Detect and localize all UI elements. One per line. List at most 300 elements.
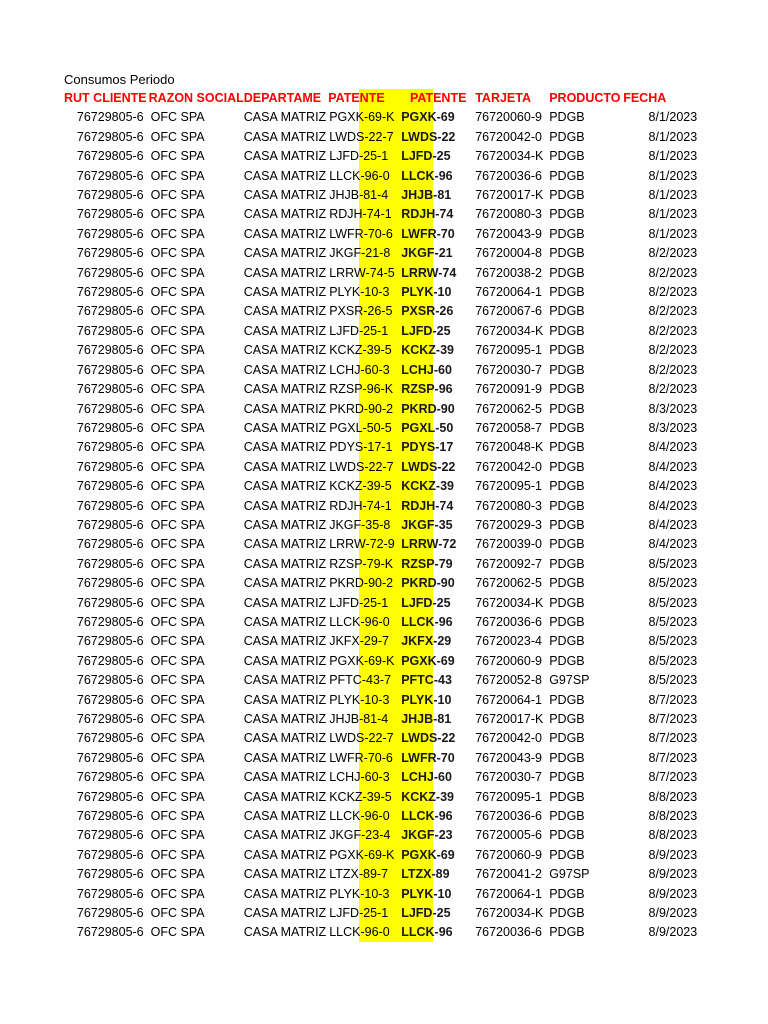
patente-cell[interactable]: LRRW-74-5: [329, 265, 395, 280]
fecha-cell[interactable]: 8/1/2023: [648, 226, 698, 241]
razon-social-cell[interactable]: OFC SPA: [150, 188, 205, 203]
razon-social-cell[interactable]: OFC SPA: [150, 653, 205, 668]
departamento-cell[interactable]: CASA MATRIZ: [243, 323, 327, 338]
razon-social-cell[interactable]: OFC SPA: [150, 246, 205, 261]
departamento-cell[interactable]: CASA MATRIZ: [243, 517, 327, 532]
departamento-cell[interactable]: CASA MATRIZ: [243, 556, 327, 571]
producto-cell[interactable]: PDGB: [549, 750, 585, 765]
producto-cell[interactable]: PDGB: [549, 440, 585, 455]
producto-cell[interactable]: PDGB: [549, 246, 585, 261]
fecha-cell[interactable]: 8/4/2023: [648, 537, 698, 552]
patente-short-cell[interactable]: PGXK-69: [401, 110, 455, 125]
tarjeta-cell[interactable]: 76720080-3: [475, 498, 542, 513]
rut-cell[interactable]: 76729805-6: [76, 925, 144, 940]
patente-cell[interactable]: PDYS-17-1: [329, 440, 393, 455]
patente-short-cell[interactable]: LCHJ-60: [401, 362, 452, 377]
patente-cell[interactable]: LWFR-70-6: [329, 750, 393, 765]
tarjeta-cell[interactable]: 76720034-K: [475, 595, 544, 610]
rut-cell[interactable]: 76729805-6: [76, 246, 144, 261]
patente-cell[interactable]: KCKZ-39-5: [329, 343, 392, 358]
tarjeta-cell[interactable]: 76720023-4: [475, 634, 542, 649]
tarjeta-cell[interactable]: 76720043-9: [475, 226, 542, 241]
rut-cell[interactable]: 76729805-6: [76, 653, 144, 668]
patente-short-cell[interactable]: LWDS-22: [401, 731, 456, 746]
header-patente[interactable]: PATENTE: [328, 91, 385, 105]
razon-social-cell[interactable]: OFC SPA: [150, 789, 205, 804]
patente-short-cell[interactable]: PKRD-90: [401, 401, 455, 416]
departamento-cell[interactable]: CASA MATRIZ: [243, 265, 327, 280]
tarjeta-cell[interactable]: 76720036-6: [475, 168, 542, 183]
patente-short-cell[interactable]: LJFD-25: [401, 595, 451, 610]
departamento-cell[interactable]: CASA MATRIZ: [243, 789, 327, 804]
patente-cell[interactable]: LCHJ-60-3: [329, 362, 390, 377]
tarjeta-cell[interactable]: 76720034-K: [475, 149, 544, 164]
fecha-cell[interactable]: 8/1/2023: [648, 110, 698, 125]
tarjeta-cell[interactable]: 76720052-8: [475, 673, 542, 688]
patente-cell[interactable]: PGXK-69-K: [329, 653, 395, 668]
razon-social-cell[interactable]: OFC SPA: [150, 809, 205, 824]
tarjeta-cell[interactable]: 76720030-7: [475, 770, 542, 785]
patente-short-cell[interactable]: LTZX-89: [401, 867, 450, 882]
departamento-cell[interactable]: CASA MATRIZ: [243, 770, 327, 785]
tarjeta-cell[interactable]: 76720060-9: [475, 653, 542, 668]
producto-cell[interactable]: PDGB: [549, 595, 585, 610]
departamento-cell[interactable]: CASA MATRIZ: [243, 207, 327, 222]
tarjeta-cell[interactable]: 76720062-5: [475, 401, 542, 416]
patente-cell[interactable]: LLCK-96-0: [329, 925, 390, 940]
patente-cell[interactable]: JHJB-81-4: [329, 712, 389, 726]
patente-cell[interactable]: LTZX-89-7: [329, 867, 389, 882]
patente-cell[interactable]: LJFD-25-1: [329, 149, 389, 164]
razon-social-cell[interactable]: OFC SPA: [150, 925, 205, 940]
razon-social-cell[interactable]: OFC SPA: [150, 149, 205, 164]
producto-cell[interactable]: PDGB: [549, 207, 585, 222]
patente-cell[interactable]: RZSP-79-K: [329, 556, 394, 571]
producto-cell[interactable]: PDGB: [549, 479, 585, 494]
producto-cell[interactable]: PDGB: [549, 382, 585, 397]
producto-cell[interactable]: PDGB: [549, 323, 585, 338]
patente-cell[interactable]: LRRW-72-9: [329, 537, 395, 552]
patente-cell[interactable]: PGXK-69-K: [329, 847, 395, 862]
fecha-cell[interactable]: 8/5/2023: [648, 595, 698, 610]
patente-short-cell[interactable]: LJFD-25: [401, 149, 451, 164]
patente-cell[interactable]: LLCK-96-0: [329, 168, 390, 183]
tarjeta-cell[interactable]: 76720048-K: [475, 440, 544, 455]
patente-short-cell[interactable]: JKGF-21: [401, 246, 453, 261]
razon-social-cell[interactable]: OFC SPA: [150, 401, 205, 416]
departamento-cell[interactable]: CASA MATRIZ: [243, 362, 327, 377]
patente-short-cell[interactable]: RDJH-74: [401, 498, 454, 513]
fecha-cell[interactable]: 8/5/2023: [648, 634, 698, 649]
departamento-cell[interactable]: CASA MATRIZ: [243, 226, 327, 241]
razon-social-cell[interactable]: OFC SPA: [150, 226, 205, 241]
patente-short-cell[interactable]: LLCK-96: [401, 168, 453, 183]
rut-cell[interactable]: 76729805-6: [76, 750, 144, 765]
producto-cell[interactable]: PDGB: [549, 304, 585, 319]
rut-cell[interactable]: 76729805-6: [76, 420, 144, 435]
producto-cell[interactable]: PDGB: [549, 828, 585, 843]
patente-cell[interactable]: RDJH-74-1: [329, 498, 392, 513]
departamento-cell[interactable]: CASA MATRIZ: [243, 576, 327, 591]
patente-cell[interactable]: KCKZ-39-5: [329, 479, 392, 494]
departamento-cell[interactable]: CASA MATRIZ: [243, 906, 327, 921]
fecha-cell[interactable]: 8/3/2023: [648, 420, 698, 435]
rut-cell[interactable]: 76729805-6: [76, 440, 144, 455]
fecha-cell[interactable]: 8/1/2023: [648, 129, 698, 144]
razon-social-cell[interactable]: OFC SPA: [150, 692, 205, 707]
razon-social-cell[interactable]: OFC SPA: [150, 867, 205, 882]
patente-short-cell[interactable]: KCKZ-39: [401, 789, 454, 804]
razon-social-cell[interactable]: OFC SPA: [150, 459, 205, 474]
producto-cell[interactable]: PDGB: [549, 420, 585, 435]
departamento-cell[interactable]: CASA MATRIZ: [243, 420, 327, 435]
patente-short-cell[interactable]: PXSR-26: [401, 304, 454, 319]
fecha-cell[interactable]: 8/1/2023: [648, 168, 698, 183]
departamento-cell[interactable]: CASA MATRIZ: [243, 129, 327, 144]
rut-cell[interactable]: 76729805-6: [76, 789, 144, 804]
patente-short-cell[interactable]: PDYS-17: [401, 440, 454, 455]
tarjeta-cell[interactable]: 76720095-1: [475, 789, 542, 804]
tarjeta-cell[interactable]: 76720060-9: [475, 847, 542, 862]
producto-cell[interactable]: PDGB: [549, 343, 585, 358]
razon-social-cell[interactable]: OFC SPA: [150, 265, 205, 280]
rut-cell[interactable]: 76729805-6: [76, 226, 144, 241]
fecha-cell[interactable]: 8/7/2023: [648, 712, 698, 726]
fecha-cell[interactable]: 8/1/2023: [648, 188, 698, 203]
rut-cell[interactable]: 76729805-6: [76, 537, 144, 552]
departamento-cell[interactable]: CASA MATRIZ: [243, 828, 327, 843]
razon-social-cell[interactable]: OFC SPA: [150, 129, 205, 144]
rut-cell[interactable]: 76729805-6: [76, 188, 144, 203]
razon-social-cell[interactable]: OFC SPA: [150, 362, 205, 377]
razon-social-cell[interactable]: OFC SPA: [150, 440, 205, 455]
producto-cell[interactable]: G97SP: [549, 673, 590, 688]
patente-short-cell[interactable]: LLCK-96: [401, 809, 453, 824]
patente-cell[interactable]: LJFD-25-1: [329, 595, 389, 610]
razon-social-cell[interactable]: OFC SPA: [150, 110, 205, 125]
rut-cell[interactable]: 76729805-6: [76, 362, 144, 377]
rut-cell[interactable]: 76729805-6: [76, 906, 144, 921]
producto-cell[interactable]: PDGB: [549, 886, 585, 901]
rut-cell[interactable]: 76729805-6: [76, 343, 144, 358]
header-tarjeta[interactable]: TARJETA: [475, 91, 531, 105]
patente-short-cell[interactable]: RDJH-74: [401, 207, 454, 222]
rut-cell[interactable]: 76729805-6: [76, 149, 144, 164]
patente-short-cell[interactable]: LWFR-70: [401, 226, 455, 241]
departamento-cell[interactable]: CASA MATRIZ: [243, 750, 327, 765]
patente-short-cell[interactable]: LWFR-70: [401, 750, 455, 765]
fecha-cell[interactable]: 8/2/2023: [648, 362, 698, 377]
tarjeta-cell[interactable]: 76720064-1: [475, 285, 542, 300]
rut-cell[interactable]: 76729805-6: [76, 498, 144, 513]
tarjeta-cell[interactable]: 76720029-3: [475, 517, 542, 532]
tarjeta-cell[interactable]: 76720091-9: [475, 382, 542, 397]
patente-short-cell[interactable]: PKRD-90: [401, 576, 455, 591]
patente-short-cell[interactable]: JHJB-81: [401, 712, 452, 726]
tarjeta-cell[interactable]: 76720058-7: [475, 420, 542, 435]
rut-cell[interactable]: 76729805-6: [76, 692, 144, 707]
razon-social-cell[interactable]: OFC SPA: [150, 517, 205, 532]
fecha-cell[interactable]: 8/9/2023: [648, 847, 698, 862]
tarjeta-cell[interactable]: 76720042-0: [475, 459, 542, 474]
rut-cell[interactable]: 76729805-6: [76, 867, 144, 882]
fecha-cell[interactable]: 8/1/2023: [648, 149, 698, 164]
header-fecha[interactable]: FECHA: [623, 91, 667, 105]
tarjeta-cell[interactable]: 76720064-1: [475, 886, 542, 901]
patente-short-cell[interactable]: PGXK-69: [401, 653, 455, 668]
producto-cell[interactable]: PDGB: [549, 925, 585, 940]
fecha-cell[interactable]: 8/2/2023: [648, 265, 698, 280]
fecha-cell[interactable]: 8/2/2023: [648, 382, 698, 397]
razon-social-cell[interactable]: OFC SPA: [150, 420, 205, 435]
producto-cell[interactable]: PDGB: [549, 362, 585, 377]
departamento-cell[interactable]: CASA MATRIZ: [243, 246, 327, 261]
producto-cell[interactable]: PDGB: [549, 576, 585, 591]
fecha-cell[interactable]: 8/4/2023: [648, 440, 698, 455]
patente-short-cell[interactable]: PGXL-50: [401, 420, 454, 435]
fecha-cell[interactable]: 8/5/2023: [648, 653, 698, 668]
departamento-cell[interactable]: CASA MATRIZ: [243, 692, 327, 707]
fecha-cell[interactable]: 8/4/2023: [648, 498, 698, 513]
patente-cell[interactable]: LLCK-96-0: [329, 809, 390, 824]
razon-social-cell[interactable]: OFC SPA: [150, 556, 205, 571]
razon-social-cell[interactable]: OFC SPA: [150, 304, 205, 319]
rut-cell[interactable]: 76729805-6: [76, 285, 144, 300]
fecha-cell[interactable]: 8/9/2023: [648, 906, 698, 921]
rut-cell[interactable]: 76729805-6: [76, 712, 144, 726]
departamento-cell[interactable]: CASA MATRIZ: [243, 479, 327, 494]
rut-cell[interactable]: 76729805-6: [76, 304, 144, 319]
producto-cell[interactable]: PDGB: [549, 110, 585, 125]
fecha-cell[interactable]: 8/7/2023: [648, 750, 698, 765]
patente-short-cell[interactable]: LWDS-22: [401, 129, 456, 144]
patente-cell[interactable]: LWDS-22-7: [329, 731, 394, 746]
fecha-cell[interactable]: 8/2/2023: [648, 304, 698, 319]
fecha-cell[interactable]: 8/8/2023: [648, 828, 698, 843]
patente-cell[interactable]: PLYK-10-3: [329, 886, 390, 901]
patente-cell[interactable]: PLYK-10-3: [329, 285, 390, 300]
fecha-cell[interactable]: 8/5/2023: [648, 556, 698, 571]
patente-cell[interactable]: PXSR-26-5: [329, 304, 393, 319]
producto-cell[interactable]: PDGB: [549, 731, 585, 746]
producto-cell[interactable]: PDGB: [549, 226, 585, 241]
patente-short-cell[interactable]: PGXK-69: [401, 847, 455, 862]
razon-social-cell[interactable]: OFC SPA: [150, 537, 205, 552]
producto-cell[interactable]: PDGB: [549, 149, 585, 164]
rut-cell[interactable]: 76729805-6: [76, 323, 144, 338]
departamento-cell[interactable]: CASA MATRIZ: [243, 925, 327, 940]
tarjeta-cell[interactable]: 76720036-6: [475, 809, 542, 824]
razon-social-cell[interactable]: OFC SPA: [150, 906, 205, 921]
tarjeta-cell[interactable]: 76720042-0: [475, 731, 542, 746]
patente-cell[interactable]: LJFD-25-1: [329, 323, 389, 338]
razon-social-cell[interactable]: OFC SPA: [150, 750, 205, 765]
producto-cell[interactable]: PDGB: [549, 634, 585, 649]
departamento-cell[interactable]: CASA MATRIZ: [243, 285, 327, 300]
rut-cell[interactable]: 76729805-6: [76, 595, 144, 610]
departamento-cell[interactable]: CASA MATRIZ: [243, 886, 327, 901]
fecha-cell[interactable]: 8/4/2023: [648, 517, 698, 532]
departamento-cell[interactable]: CASA MATRIZ: [243, 595, 327, 610]
patente-short-cell[interactable]: JKGF-35: [401, 517, 453, 532]
razon-social-cell[interactable]: OFC SPA: [150, 595, 205, 610]
fecha-cell[interactable]: 8/5/2023: [648, 673, 698, 688]
patente-cell[interactable]: PKRD-90-2: [329, 401, 394, 416]
patente-short-cell[interactable]: KCKZ-39: [401, 479, 454, 494]
patente-cell[interactable]: LJFD-25-1: [329, 906, 389, 921]
fecha-cell[interactable]: 8/4/2023: [648, 479, 698, 494]
tarjeta-cell[interactable]: 76720092-7: [475, 556, 542, 571]
tarjeta-cell[interactable]: 76720062-5: [475, 576, 542, 591]
header-razon-social[interactable]: RAZON SOCIAL: [148, 91, 244, 105]
tarjeta-cell[interactable]: 76720043-9: [475, 750, 542, 765]
fecha-cell[interactable]: 8/5/2023: [648, 614, 698, 629]
tarjeta-cell[interactable]: 76720080-3: [475, 207, 542, 222]
fecha-cell[interactable]: 8/5/2023: [648, 576, 698, 591]
tarjeta-cell[interactable]: 76720060-9: [475, 110, 542, 125]
departamento-cell[interactable]: CASA MATRIZ: [243, 634, 327, 649]
producto-cell[interactable]: PDGB: [549, 809, 585, 824]
patente-short-cell[interactable]: PLYK-10: [401, 886, 452, 901]
departamento-cell[interactable]: CASA MATRIZ: [243, 712, 327, 726]
producto-cell[interactable]: PDGB: [549, 498, 585, 513]
patente-short-cell[interactable]: LWDS-22: [401, 459, 456, 474]
producto-cell[interactable]: PDGB: [549, 459, 585, 474]
producto-cell[interactable]: PDGB: [549, 712, 585, 726]
tarjeta-cell[interactable]: 76720067-6: [475, 304, 542, 319]
departamento-cell[interactable]: CASA MATRIZ: [243, 731, 327, 746]
razon-social-cell[interactable]: OFC SPA: [150, 673, 205, 688]
producto-cell[interactable]: PDGB: [549, 692, 585, 707]
patente-cell[interactable]: KCKZ-39-5: [329, 789, 392, 804]
departamento-cell[interactable]: CASA MATRIZ: [243, 537, 327, 552]
patente-short-cell[interactable]: RZSP-79: [401, 556, 453, 571]
razon-social-cell[interactable]: OFC SPA: [150, 285, 205, 300]
patente-short-cell[interactable]: PFTC-43: [401, 673, 452, 688]
fecha-cell[interactable]: 8/8/2023: [648, 789, 698, 804]
rut-cell[interactable]: 76729805-6: [76, 110, 144, 125]
patente-cell[interactable]: PLYK-10-3: [329, 692, 390, 707]
tarjeta-cell[interactable]: 76720038-2: [475, 265, 542, 280]
razon-social-cell[interactable]: OFC SPA: [150, 712, 205, 726]
departamento-cell[interactable]: CASA MATRIZ: [243, 498, 327, 513]
tarjeta-cell[interactable]: 76720039-0: [475, 537, 542, 552]
rut-cell[interactable]: 76729805-6: [76, 673, 144, 688]
rut-cell[interactable]: 76729805-6: [76, 168, 144, 183]
departamento-cell[interactable]: CASA MATRIZ: [243, 110, 327, 125]
producto-cell[interactable]: PDGB: [549, 653, 585, 668]
patente-short-cell[interactable]: LLCK-96: [401, 614, 453, 629]
departamento-cell[interactable]: CASA MATRIZ: [243, 401, 327, 416]
departamento-cell[interactable]: CASA MATRIZ: [243, 440, 327, 455]
rut-cell[interactable]: 76729805-6: [76, 576, 144, 591]
tarjeta-cell[interactable]: 76720042-0: [475, 129, 542, 144]
fecha-cell[interactable]: 8/8/2023: [648, 809, 698, 824]
razon-social-cell[interactable]: OFC SPA: [150, 323, 205, 338]
patente-cell[interactable]: RZSP-96-K: [329, 382, 394, 397]
tarjeta-cell[interactable]: 76720095-1: [475, 479, 542, 494]
header-departamento[interactable]: DEPARTAME: [243, 91, 322, 105]
patente-cell[interactable]: LWDS-22-7: [329, 129, 394, 144]
patente-short-cell[interactable]: LCHJ-60: [401, 770, 452, 785]
razon-social-cell[interactable]: OFC SPA: [150, 343, 205, 358]
header-producto[interactable]: PRODUCTO: [549, 91, 621, 105]
departamento-cell[interactable]: CASA MATRIZ: [243, 653, 327, 668]
patente-cell[interactable]: JKGF-35-8: [329, 517, 391, 532]
patente-short-cell[interactable]: RZSP-96: [401, 382, 453, 397]
producto-cell[interactable]: PDGB: [549, 614, 585, 629]
tarjeta-cell[interactable]: 76720064-1: [475, 692, 542, 707]
razon-social-cell[interactable]: OFC SPA: [150, 770, 205, 785]
producto-cell[interactable]: PDGB: [549, 537, 585, 552]
tarjeta-cell[interactable]: 76720095-1: [475, 343, 542, 358]
rut-cell[interactable]: 76729805-6: [76, 731, 144, 746]
razon-social-cell[interactable]: OFC SPA: [150, 847, 205, 862]
producto-cell[interactable]: PDGB: [549, 401, 585, 416]
razon-social-cell[interactable]: OFC SPA: [150, 479, 205, 494]
departamento-cell[interactable]: CASA MATRIZ: [243, 459, 327, 474]
rut-cell[interactable]: 76729805-6: [76, 207, 144, 222]
patente-short-cell[interactable]: LRRW-72: [401, 537, 457, 552]
fecha-cell[interactable]: 8/9/2023: [648, 886, 698, 901]
rut-cell[interactable]: 76729805-6: [76, 556, 144, 571]
producto-cell[interactable]: PDGB: [549, 556, 585, 571]
tarjeta-cell[interactable]: 76720030-7: [475, 362, 542, 377]
patente-short-cell[interactable]: LRRW-74: [401, 265, 457, 280]
producto-cell[interactable]: PDGB: [549, 770, 585, 785]
patente-cell[interactable]: LCHJ-60-3: [329, 770, 390, 785]
razon-social-cell[interactable]: OFC SPA: [150, 168, 205, 183]
patente-cell[interactable]: RDJH-74-1: [329, 207, 392, 222]
tarjeta-cell[interactable]: 76720017-K: [475, 712, 544, 726]
patente-short-cell[interactable]: JHJB-81: [401, 188, 452, 203]
rut-cell[interactable]: 76729805-6: [76, 770, 144, 785]
fecha-cell[interactable]: 8/2/2023: [648, 285, 698, 300]
departamento-cell[interactable]: CASA MATRIZ: [243, 867, 327, 882]
patente-cell[interactable]: JHJB-81-4: [329, 188, 389, 203]
departamento-cell[interactable]: CASA MATRIZ: [243, 343, 327, 358]
razon-social-cell[interactable]: OFC SPA: [150, 207, 205, 222]
fecha-cell[interactable]: 8/7/2023: [648, 770, 698, 785]
patente-short-cell[interactable]: KCKZ-39: [401, 343, 454, 358]
rut-cell[interactable]: 76729805-6: [76, 129, 144, 144]
razon-social-cell[interactable]: OFC SPA: [150, 828, 205, 843]
tarjeta-cell[interactable]: 76720036-6: [475, 925, 542, 940]
razon-social-cell[interactable]: OFC SPA: [150, 634, 205, 649]
fecha-cell[interactable]: 8/2/2023: [648, 246, 698, 261]
fecha-cell[interactable]: 8/4/2023: [648, 459, 698, 474]
departamento-cell[interactable]: CASA MATRIZ: [243, 188, 327, 203]
producto-cell[interactable]: PDGB: [549, 517, 585, 532]
rut-cell[interactable]: 76729805-6: [76, 479, 144, 494]
producto-cell[interactable]: PDGB: [549, 265, 585, 280]
producto-cell[interactable]: PDGB: [549, 129, 585, 144]
fecha-cell[interactable]: 8/2/2023: [648, 343, 698, 358]
tarjeta-cell[interactable]: 76720017-K: [475, 188, 544, 203]
patente-cell[interactable]: PGXK-69-K: [329, 110, 395, 125]
razon-social-cell[interactable]: OFC SPA: [150, 498, 205, 513]
tarjeta-cell[interactable]: 76720005-6: [475, 828, 542, 843]
tarjeta-cell[interactable]: 76720004-8: [475, 246, 542, 261]
departamento-cell[interactable]: CASA MATRIZ: [243, 847, 327, 862]
producto-cell[interactable]: PDGB: [549, 188, 585, 203]
patente-short-cell[interactable]: JKFX-29: [401, 634, 452, 649]
producto-cell[interactable]: PDGB: [549, 847, 585, 862]
rut-cell[interactable]: 76729805-6: [76, 382, 144, 397]
departamento-cell[interactable]: CASA MATRIZ: [243, 614, 327, 629]
patente-short-cell[interactable]: LJFD-25: [401, 323, 451, 338]
razon-social-cell[interactable]: OFC SPA: [150, 886, 205, 901]
